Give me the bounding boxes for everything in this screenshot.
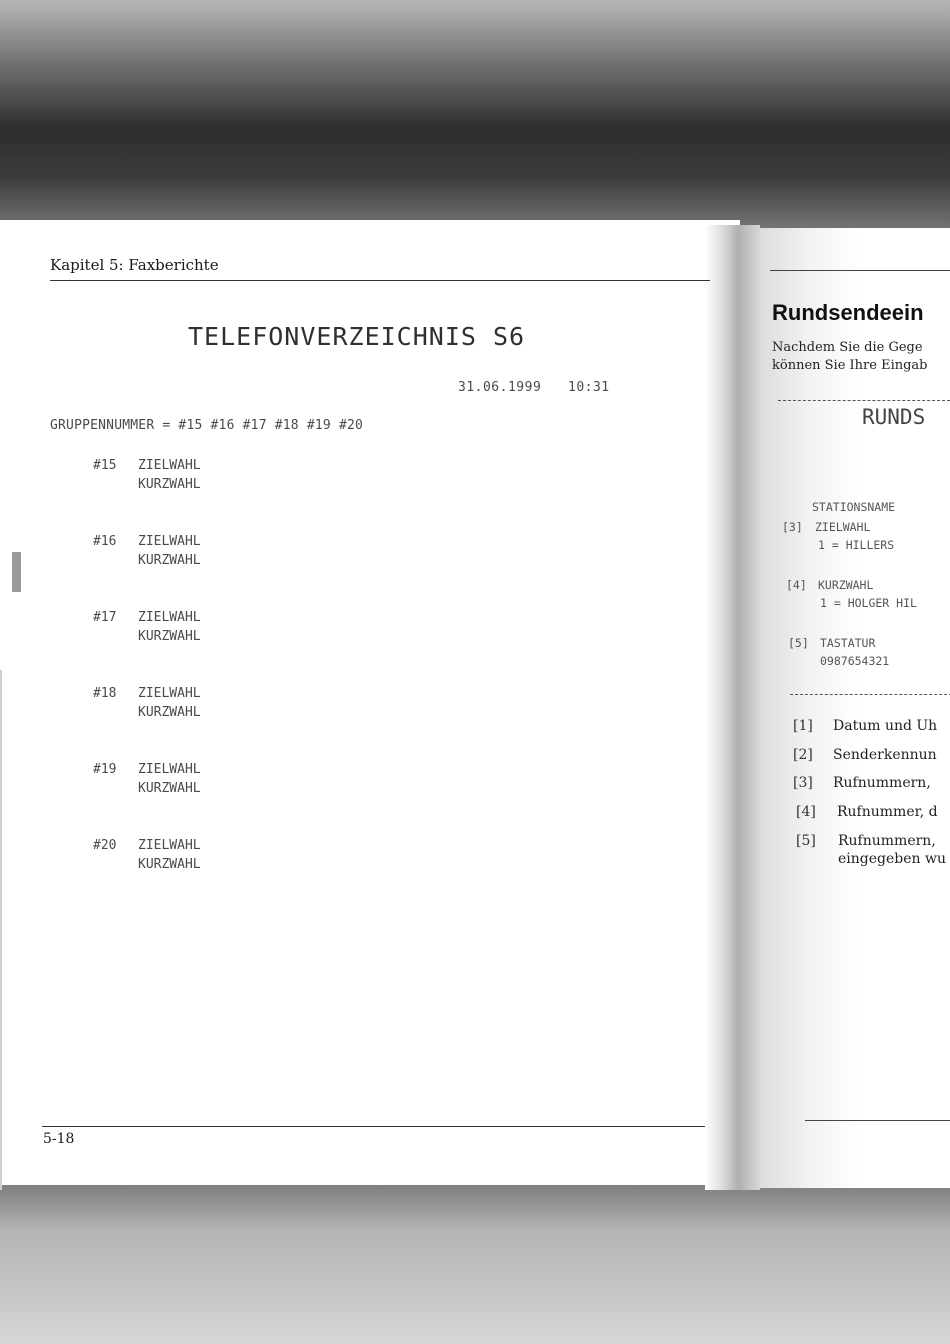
entry-line1: ZIELWAHL bbox=[138, 458, 201, 473]
report-title: TELEFONVERZEICHNIS S6 bbox=[188, 322, 526, 351]
scan-background-top bbox=[0, 0, 950, 235]
item5-value: 0987654321 bbox=[820, 654, 890, 668]
item5-title: TASTATUR bbox=[820, 636, 876, 650]
entry-number: #20 bbox=[93, 838, 117, 853]
entry-line1: ZIELWAHL bbox=[138, 686, 201, 701]
group-entry bbox=[93, 762, 293, 802]
group-entry bbox=[93, 838, 293, 878]
item4-title: KURZWAHL bbox=[818, 578, 874, 592]
group-entry bbox=[93, 610, 293, 650]
legend-text-cont: eingegeben wu bbox=[838, 851, 946, 867]
group-entry bbox=[93, 534, 293, 574]
entry-line1: ZIELWAHL bbox=[138, 838, 201, 853]
entry-line2: KURZWAHL bbox=[138, 857, 201, 872]
right-header-rule bbox=[770, 270, 950, 271]
page-number: 5-18 bbox=[43, 1131, 75, 1147]
legend-text: Senderkennun bbox=[833, 747, 937, 763]
entry-number: #19 bbox=[93, 762, 117, 777]
item3-marker: [3] bbox=[782, 520, 803, 534]
entry-number: #16 bbox=[93, 534, 117, 549]
right-page-heading: Rundsendeein bbox=[772, 300, 924, 325]
header-rule bbox=[50, 280, 710, 281]
legend-marker: [4] bbox=[796, 804, 816, 820]
station-name-label: STATIONSNAME bbox=[812, 500, 896, 514]
group-entry bbox=[93, 458, 293, 498]
legend-marker: [5] bbox=[796, 833, 816, 849]
legend-text: Rufnummern, bbox=[833, 775, 931, 791]
item4-marker: [4] bbox=[786, 578, 807, 592]
broadcast-report-title: RUNDS bbox=[862, 405, 926, 429]
entry-line2: KURZWAHL bbox=[138, 705, 201, 720]
entry-number: #15 bbox=[93, 458, 117, 473]
page-edge-mark bbox=[12, 552, 21, 592]
entry-line2: KURZWAHL bbox=[138, 781, 201, 796]
entry-number: #17 bbox=[93, 610, 117, 625]
item4-value: 1 = HOLGER HIL bbox=[820, 596, 917, 610]
legend-text: Rufnummern, bbox=[838, 833, 936, 849]
right-footer-rule bbox=[805, 1120, 950, 1121]
legend-text: Rufnummer, d bbox=[837, 804, 938, 820]
legend-marker: [1] bbox=[793, 718, 813, 734]
entry-line2: KURZWAHL bbox=[138, 477, 201, 492]
legend-text: Datum und Uh bbox=[833, 718, 938, 734]
group-number-line: GRUPPENNUMMER = #15 #16 #17 #18 #19 #20 bbox=[50, 418, 364, 433]
item5-marker: [5] bbox=[788, 636, 809, 650]
footer-rule bbox=[42, 1126, 705, 1127]
report-date: 31.06.1999 bbox=[458, 380, 542, 395]
legend-marker: [3] bbox=[793, 775, 813, 791]
page-edge-line bbox=[0, 670, 2, 1190]
dashed-rule bbox=[778, 400, 950, 401]
dashed-rule bbox=[790, 694, 950, 695]
legend-marker: [2] bbox=[793, 747, 813, 763]
right-intro-line2: können Sie Ihre Eingab bbox=[772, 358, 928, 373]
running-head: Kapitel 5: Faxberichte bbox=[50, 256, 219, 274]
entry-line1: ZIELWAHL bbox=[138, 534, 201, 549]
entry-line1: ZIELWAHL bbox=[138, 610, 201, 625]
book-gutter bbox=[705, 225, 760, 1190]
right-intro-line1: Nachdem Sie die Gege bbox=[772, 340, 923, 355]
entry-number: #18 bbox=[93, 686, 117, 701]
item3-title: ZIELWAHL bbox=[815, 520, 871, 534]
entry-line1: ZIELWAHL bbox=[138, 762, 201, 777]
item3-value: 1 = HILLERS bbox=[818, 538, 895, 552]
group-entry bbox=[93, 686, 293, 726]
scan-background-bottom bbox=[0, 1170, 950, 1344]
report-time: 10:31 bbox=[568, 380, 610, 395]
entry-line2: KURZWAHL bbox=[138, 553, 201, 568]
entry-line2: KURZWAHL bbox=[138, 629, 201, 644]
